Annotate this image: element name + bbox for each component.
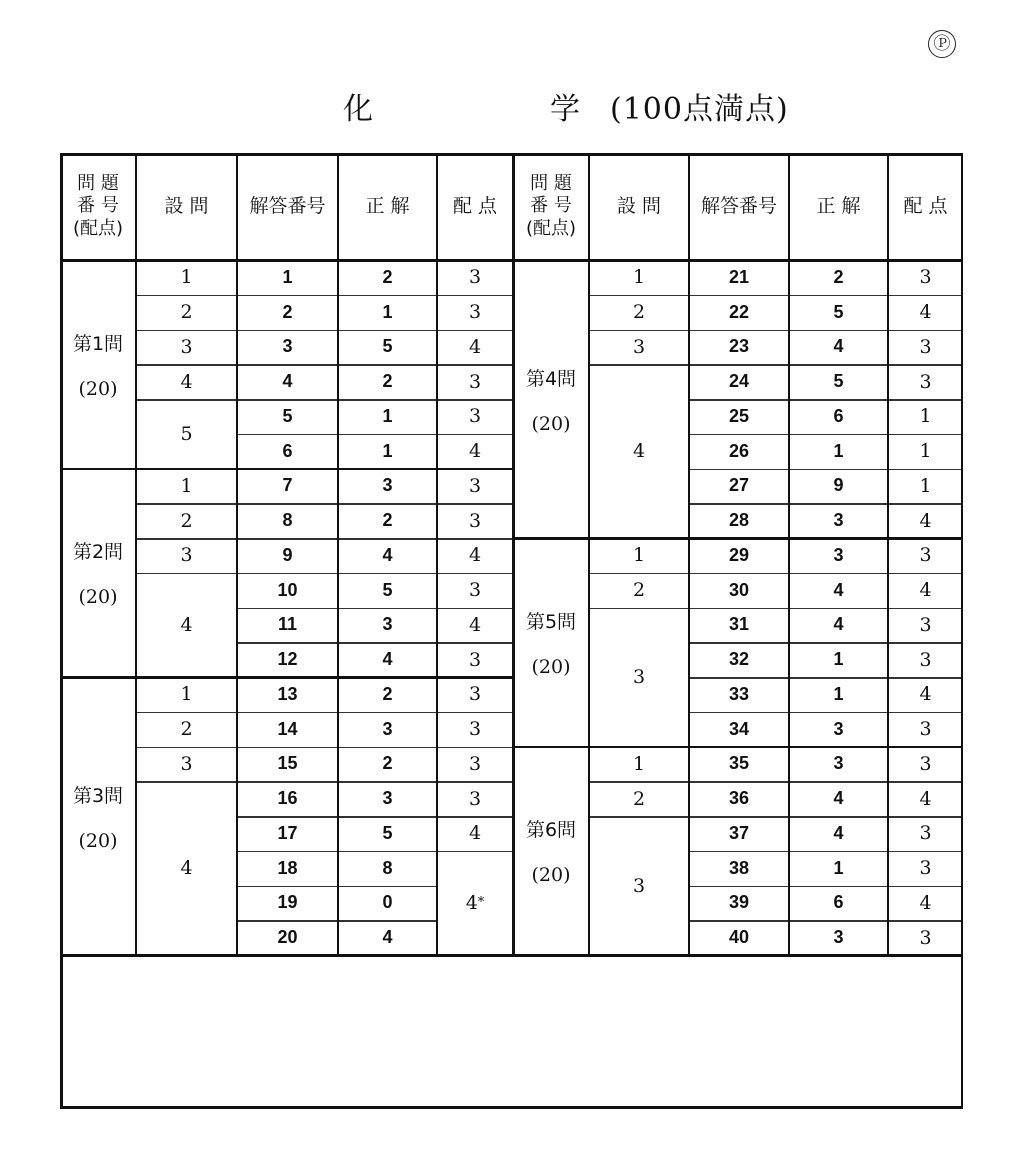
points-value: [437, 677, 513, 712]
row-divider: [888, 399, 963, 401]
points-text: 1: [919, 440, 932, 463]
points-text: 4: [919, 301, 932, 324]
sub-question-label: 1: [632, 752, 646, 775]
points-value: [888, 399, 963, 434]
points-value: [437, 747, 513, 782]
points-value: [437, 816, 513, 851]
points-value: [437, 608, 513, 643]
row-divider: [888, 886, 963, 888]
row-divider: [888, 434, 963, 436]
row-divider: [888, 469, 963, 471]
asterisk-mark: *: [477, 895, 485, 911]
question-name: 第6問: [525, 819, 577, 842]
points-value: [888, 364, 963, 399]
answer-number: 5: [282, 405, 293, 426]
answer-number: 36: [728, 788, 750, 809]
question-name: 第4問: [525, 367, 577, 390]
header-sub-question: 設 問: [164, 195, 209, 218]
correct-answer: 6: [833, 892, 844, 913]
correct-answer: 1: [382, 405, 393, 426]
question-score: (20): [78, 377, 118, 400]
points-value: [437, 295, 513, 330]
answer-number: 33: [728, 683, 750, 704]
points-value: [437, 364, 513, 399]
correct-answer: 1: [833, 649, 844, 670]
points-text: 3: [468, 474, 482, 497]
points-value: [888, 608, 963, 643]
answer-number: 14: [277, 718, 298, 739]
column-divider: [236, 153, 238, 955]
points-text: 4: [468, 822, 482, 845]
correct-answer: 3: [382, 718, 393, 739]
answer-number: 8: [282, 510, 293, 531]
answer-number: 23: [728, 336, 750, 357]
row-divider: [437, 816, 513, 818]
answer-number: 27: [728, 475, 750, 496]
correct-answer: 1: [833, 440, 844, 461]
header-points: 配 点: [903, 195, 948, 218]
answer-number: 37: [728, 822, 750, 843]
points-text: 4: [919, 683, 932, 706]
column-divider: [135, 153, 137, 955]
column-divider: [436, 153, 438, 955]
header-question-no-line: 番 号: [77, 195, 119, 217]
points-value: [888, 642, 963, 677]
header-correct: 正 解: [816, 195, 861, 218]
correct-answer: 5: [382, 579, 393, 600]
sub-question-label: 2: [632, 579, 646, 602]
correct-answer: 3: [833, 544, 844, 565]
sub-question-label: 3: [632, 335, 646, 358]
row-divider: [888, 503, 963, 505]
points-text: 3: [919, 370, 932, 393]
sub-question-label: 2: [632, 787, 646, 810]
header-question-no: [513, 153, 589, 260]
points-text: 3: [919, 718, 932, 741]
answer-number: 21: [728, 266, 750, 287]
points-text: 3: [919, 648, 932, 671]
title-max-score: (100点満点): [610, 92, 789, 127]
answer-number: 22: [728, 301, 750, 322]
answer-number: 24: [728, 371, 750, 392]
points-text: 3: [468, 301, 482, 324]
row-divider: [437, 642, 513, 644]
row-divider: [437, 434, 513, 436]
title-subject-char-2: 学: [550, 92, 581, 127]
answer-number: 32: [728, 649, 750, 670]
points-value: [888, 330, 963, 365]
sub-question-label: 3: [632, 874, 646, 897]
table-right-border: [961, 153, 964, 1108]
row-divider: [888, 712, 963, 714]
answer-number: 29: [728, 544, 750, 565]
correct-answer: 5: [382, 336, 393, 357]
correct-answer: 3: [833, 510, 844, 531]
points-value: [437, 434, 513, 469]
points-text: 3: [468, 579, 482, 602]
points-value: [888, 851, 963, 886]
answer-number: 20: [277, 927, 298, 948]
correct-answer: 3: [833, 927, 844, 948]
header-question-no: [60, 153, 136, 260]
points-value: [888, 503, 963, 538]
answer-number: 9: [282, 544, 293, 565]
points-text: 3: [468, 405, 482, 428]
correct-answer: 1: [833, 857, 844, 878]
column-divider: [788, 153, 790, 955]
question-group-label: [60, 469, 136, 678]
question-name: 第2問: [72, 541, 124, 564]
header-question-no-line: 番 号: [530, 195, 572, 217]
sub-question-label: 1: [180, 266, 193, 289]
points-text: 1: [919, 405, 932, 428]
answer-number: 4: [282, 371, 293, 392]
points-text: 1: [919, 474, 932, 497]
correct-answer: 1: [833, 683, 844, 704]
header-question-no-line: (配点): [72, 217, 124, 239]
points-text: 4: [468, 440, 482, 463]
answer-number: 12: [277, 649, 298, 670]
correct-answer: 1: [382, 301, 393, 322]
notes-bottom-border: [60, 1106, 963, 1109]
points-text: 4: [919, 509, 932, 532]
answer-number: 6: [282, 440, 293, 461]
header-question-no-line: (配点): [525, 217, 577, 239]
question-group-label: [513, 747, 589, 956]
question-score: (20): [531, 655, 571, 678]
correct-answer: 4: [382, 544, 393, 565]
points-value: [888, 677, 963, 712]
sub-question-label: 3: [180, 335, 193, 358]
correct-answer: 3: [833, 753, 844, 774]
correct-answer: 2: [382, 510, 393, 531]
row-divider: [888, 851, 963, 853]
sub-question-label: 3: [180, 544, 193, 567]
header-question-no-line: 問 題: [77, 172, 119, 194]
row-divider: [888, 920, 963, 922]
question-score: (20): [78, 829, 118, 852]
correct-answer: 1: [382, 440, 393, 461]
correct-answer: 2: [382, 753, 393, 774]
sub-question-label: 2: [180, 301, 193, 324]
points-value: [437, 260, 513, 295]
points-value: [888, 573, 963, 608]
answer-number: 2: [282, 301, 293, 322]
points-text: 4: [919, 891, 932, 914]
answer-number: 25: [728, 405, 750, 426]
row-divider: [888, 642, 963, 644]
correct-answer: 4: [382, 927, 393, 948]
correct-answer: 2: [382, 683, 393, 704]
points-value: [888, 712, 963, 747]
sub-question-label: 5: [180, 422, 193, 445]
points-value: [888, 747, 963, 782]
points-text: 3: [468, 752, 482, 775]
header-answer-no: 解答番号: [249, 195, 326, 218]
sub-question-label: 1: [632, 544, 646, 567]
answer-number: 40: [728, 927, 750, 948]
points-value: [888, 886, 963, 921]
points-text: 4: [468, 544, 482, 567]
question-score: (20): [531, 412, 571, 435]
correct-answer: 4: [833, 788, 844, 809]
table-left-border: [60, 153, 63, 1108]
points-text: 4: [465, 891, 478, 914]
answer-number: 7: [282, 475, 293, 496]
points-text: 4: [919, 579, 932, 602]
answer-number: 38: [728, 857, 750, 878]
row-divider: [437, 608, 513, 610]
points-text: 3: [919, 822, 932, 845]
question-group-label: [513, 260, 589, 538]
column-divider: [588, 153, 590, 955]
header-points: 配 点: [452, 195, 498, 218]
header-sub-question: 設 問: [616, 195, 662, 218]
sub-question-label: 4: [180, 857, 193, 880]
column-divider: [887, 153, 889, 955]
points-value: [888, 920, 963, 955]
row-divider: [888, 677, 963, 679]
correct-answer: 4: [833, 336, 844, 357]
points-text: 3: [468, 370, 482, 393]
points-value: [437, 503, 513, 538]
sub-question-label: 1: [180, 474, 193, 497]
points-value: [437, 469, 513, 504]
column-divider: [512, 153, 515, 955]
correct-answer: 4: [833, 614, 844, 635]
answer-number: 11: [277, 614, 298, 635]
correct-answer: 5: [833, 371, 844, 392]
sub-question-label: 3: [180, 752, 193, 775]
points-text: 4: [468, 335, 482, 358]
row-divider: [437, 851, 513, 853]
correct-answer: 3: [382, 475, 393, 496]
header-correct: 正 解: [365, 195, 410, 218]
correct-answer: 2: [382, 371, 393, 392]
answer-number: 39: [728, 892, 750, 913]
answer-number: 19: [277, 892, 298, 913]
question-name: 第3問: [72, 784, 124, 807]
sub-question-label: 4: [180, 613, 193, 636]
points-text: 3: [919, 335, 932, 358]
correct-answer: 3: [382, 614, 393, 635]
answer-table: [60, 153, 963, 1108]
answer-number: 3: [282, 336, 293, 357]
points-text: 3: [468, 683, 482, 706]
answer-number: 16: [277, 788, 298, 809]
points-value: [888, 781, 963, 816]
correct-answer: 9: [833, 475, 844, 496]
points-text: 3: [919, 752, 932, 775]
points-text: 3: [468, 509, 482, 532]
column-divider: [337, 153, 339, 955]
points-value: [437, 851, 513, 955]
points-text: 3: [468, 648, 482, 671]
answer-number: 10: [277, 579, 298, 600]
question-name: 第1問: [72, 332, 124, 355]
sub-question-label: 1: [632, 266, 646, 289]
sub-question-label: 2: [632, 301, 646, 324]
points-text: 3: [919, 544, 932, 567]
correct-answer: 3: [382, 788, 393, 809]
question-group-label: [513, 538, 589, 747]
answer-number: 31: [728, 614, 750, 635]
points-text: 3: [919, 266, 932, 289]
answer-number: 17: [277, 822, 298, 843]
points-text: 4: [468, 613, 482, 636]
page-mark-p: Ⓟ: [928, 30, 956, 58]
answer-number: 1: [282, 266, 293, 287]
points-value: [888, 434, 963, 469]
points-text: 3: [468, 718, 482, 741]
answer-number: 13: [277, 683, 298, 704]
points-text: 3: [468, 266, 482, 289]
points-text: 3: [468, 787, 482, 810]
points-value: [437, 399, 513, 434]
points-value: [888, 260, 963, 295]
correct-answer: 3: [833, 718, 844, 739]
sub-question-label: 4: [180, 370, 193, 393]
question-group-label: [60, 677, 136, 955]
correct-answer: 2: [382, 266, 393, 287]
points-value: [888, 538, 963, 573]
sub-question-label: 3: [632, 666, 646, 688]
points-value: [437, 330, 513, 365]
header-question-no-line: 問 題: [530, 172, 572, 194]
points-text: 4: [919, 787, 932, 810]
correct-answer: 5: [833, 301, 844, 322]
answer-number: 35: [728, 753, 750, 774]
points-text: 3: [919, 926, 932, 949]
points-value: [437, 573, 513, 608]
points-value: [888, 816, 963, 851]
correct-answer: 4: [833, 822, 844, 843]
answer-number: 30: [728, 579, 750, 600]
sub-question-label: 2: [180, 718, 193, 741]
question-score: (20): [531, 864, 571, 887]
answer-number: 15: [277, 753, 298, 774]
question-score: (20): [78, 586, 118, 609]
sub-question-label: 1: [180, 683, 193, 706]
correct-answer: 0: [382, 892, 393, 913]
correct-answer: 2: [833, 266, 844, 287]
points-value: [437, 538, 513, 573]
correct-answer: 4: [833, 579, 844, 600]
answer-number: 34: [728, 718, 750, 739]
sub-question-label: 4: [632, 440, 646, 463]
sub-question-label: 2: [180, 509, 193, 532]
answer-number: 28: [728, 510, 750, 531]
points-value: [437, 781, 513, 816]
points-value: [437, 642, 513, 677]
points-text: 3: [919, 613, 932, 636]
column-divider: [688, 153, 690, 955]
correct-answer: 6: [833, 405, 844, 426]
correct-answer: 5: [382, 822, 393, 843]
points-value: [437, 712, 513, 747]
header-answer-no: 解答番号: [700, 195, 777, 218]
title-subject-char-1: 化: [343, 92, 374, 127]
question-name: 第5問: [525, 610, 577, 633]
correct-answer: 4: [382, 649, 393, 670]
points-text: 3: [919, 857, 932, 880]
points-value: [888, 295, 963, 330]
question-group-label: [60, 260, 136, 469]
answer-number: 18: [277, 857, 298, 878]
points-value: [888, 469, 963, 504]
correct-answer: 8: [382, 857, 393, 878]
answer-number: 26: [728, 440, 750, 461]
